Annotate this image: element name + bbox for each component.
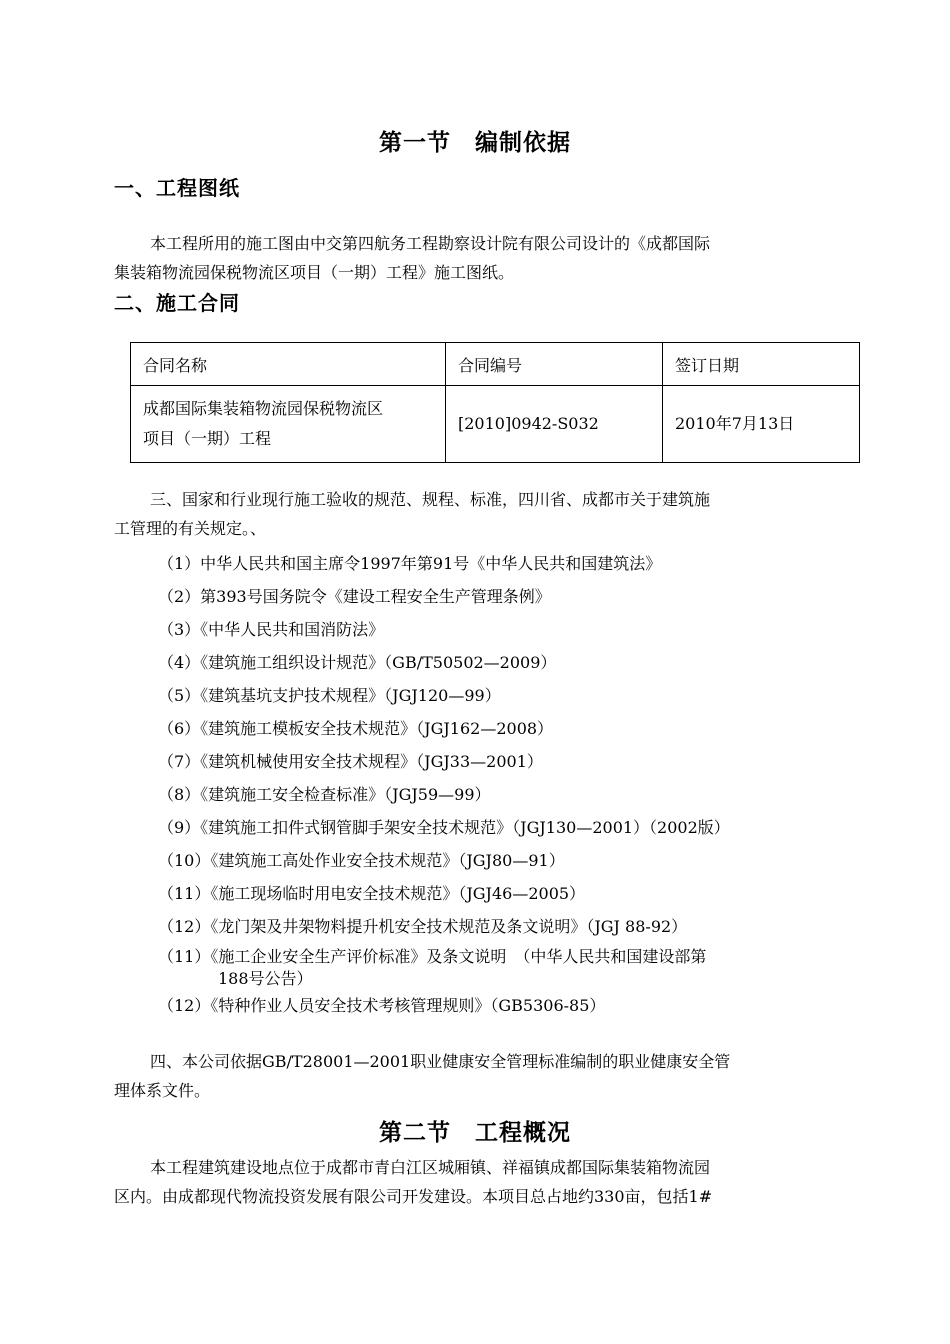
paragraph-regulations xyxy=(114,485,840,543)
list-item-line: （11）《施工企业安全生产评价标准》及条文说明 （中华人民共和国建设部第 xyxy=(158,947,707,966)
list-item: （8）《建筑施工安全检查标准》（JGJ59—99） xyxy=(158,785,491,804)
list-item-line: 188号公告） xyxy=(218,969,313,988)
section-title: 第二节 工程概况 xyxy=(379,1120,571,1146)
contract-name-line: 项目（一期）工程 xyxy=(143,429,272,448)
list-item: （1）中华人民共和国主席令1997年第91号《中华人民共和国建筑法》 xyxy=(158,554,662,573)
paragraph-line: 区内。由成都现代物流投资发展有限公司开发建设。本项目总占地约330亩，包括1# xyxy=(114,1187,713,1206)
heading-contract: 二、施工合同 xyxy=(114,291,240,315)
contract-date-cell: 2010年7月13日 xyxy=(663,386,860,463)
header-cell: 合同编号 xyxy=(446,343,663,386)
contract-name-line: 成都国际集装箱物流园保税物流区 xyxy=(143,399,384,418)
header-cell: 签订日期 xyxy=(663,343,860,386)
list-item xyxy=(158,946,848,990)
list-item: （3）《中华人民共和国消防法》 xyxy=(158,620,385,639)
list-item: （5）《建筑基坑支护技术规程》（JGJ120—99） xyxy=(158,686,501,705)
paragraph-line: 工管理的有关规定。、 xyxy=(114,519,267,538)
paragraph-line: 集装箱物流园保税物流区项目（一期）工程》施工图纸。 xyxy=(114,263,515,282)
list-item: （7）《建筑机械使用安全技术规程》（JGJ33—2001） xyxy=(158,752,543,771)
paragraph-line: 本工程所用的施工图由中交第四航务工程勘察设计院有限公司设计的《成都国际 xyxy=(150,234,711,253)
header-cell: 合同名称 xyxy=(131,343,446,386)
reference-list xyxy=(158,550,848,1025)
list-item: （10）《建筑施工高处作业安全技术规范》（JGJ80—91） xyxy=(158,851,565,870)
paragraph-line: 本工程建筑建设地点位于成都市青白江区城厢镇、祥福镇成都国际集装箱物流园 xyxy=(150,1158,711,1177)
list-item: （4）《建筑施工组织设计规范》（GB/T50502—2009） xyxy=(158,653,557,672)
paragraph-line: 四、本公司依据GB/T28001—2001职业健康安全管理标准编制的职业健康安全管 xyxy=(150,1052,731,1071)
table-header-row xyxy=(131,343,860,386)
paragraph-line: 三、国家和行业现行施工验收的规范、规程、标准，四川省、成都市关于建筑施 xyxy=(150,490,711,509)
list-item: （9）《建筑施工扣件式钢管脚手架安全技术规范》（JGJ130—2001）（2002版） xyxy=(158,818,730,837)
heading-drawings: 一、工程图纸 xyxy=(114,176,240,200)
contract-number-cell: [2010]0942-S032 xyxy=(446,386,663,463)
section-title: 第一节 编制依据 xyxy=(379,130,571,156)
table-row xyxy=(131,386,860,463)
list-item: （11）《施工现场临时用电安全技术规范》（JGJ46—2005） xyxy=(158,884,586,903)
list-item: （6）《建筑施工模板安全技术规范》（JGJ162—2008） xyxy=(158,719,554,738)
paragraph-drawings xyxy=(114,229,840,287)
paragraph-ohs-system xyxy=(114,1047,840,1105)
contract-table xyxy=(130,342,860,463)
paragraph-overview xyxy=(114,1153,840,1211)
contract-name-cell xyxy=(131,386,446,463)
paragraph-line: 理体系文件。 xyxy=(114,1081,211,1100)
list-item: （12）《龙门架及井架物料提升机安全技术规范及条文说明》（JGJ 88-92） xyxy=(158,917,688,936)
list-item: （2）第393号国务院令《建设工程安全生产管理条例》 xyxy=(158,587,551,606)
list-item: （12）《特种作业人员安全技术考核管理规则》（GB5306-85） xyxy=(158,996,606,1015)
